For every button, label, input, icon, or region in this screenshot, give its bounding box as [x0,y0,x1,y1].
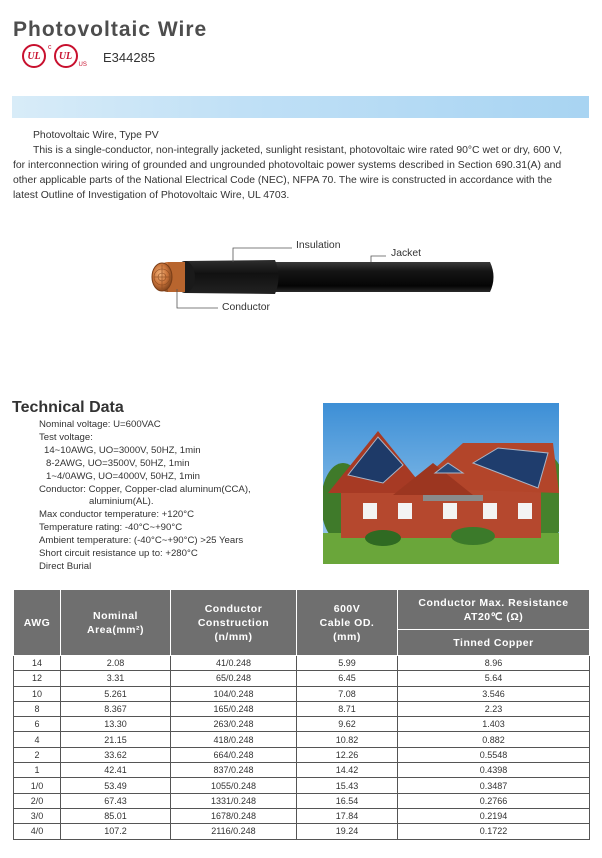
cell-awg: 12 [14,671,61,686]
spec-temp-rating: Temperature rating: -40°C~+90°C [39,522,183,534]
header-cable-od [297,590,398,656]
table-row [14,701,590,716]
ul-c-mark: c [48,44,52,51]
table-row [14,717,590,732]
jacket-label: Jacket [391,248,422,259]
cell-cons: 2116/0.248 [171,824,297,839]
cell-res: 0.3487 [398,778,590,793]
page-title: Photovoltaic Wire [13,18,208,41]
spec-conductor-cont: aluminium(AL). [89,496,154,508]
cell-od: 5.99 [297,656,398,671]
header-tinned-copper: Tinned Copper [398,630,590,656]
solar-house-photo [323,403,559,564]
cell-res: 0.4398 [398,763,590,778]
cell-area: 42.41 [61,763,171,778]
spec-short-circuit: Short circuit resistance up to: +280°C [39,548,198,560]
cell-od: 12.26 [297,747,398,762]
description-body: This is a single-conductor, non-integrally jacketed, sunlight resistant, photovoltaic wire rated 90°C wet or dry, 600 V, for interconnection wiring of grounded and ungrounded photovoltaic power systems described in Section 690.31(A) and other applicable parts of the National Electrical Code (NEC), NFPA 70. The wire is constructed in accordance with the latest Outline of Investigation of Photovoltaic Wire, UL 4703. [13,145,563,201]
spec-conductor: Conductor: Copper, Copper-clad aluminum(CCA), [39,483,251,495]
cell-res: 1.403 [398,717,590,732]
cell-od: 9.62 [297,717,398,732]
table-row [14,808,590,823]
technical-specs [39,419,251,574]
cell-awg: 14 [14,656,61,671]
cell-area: 21.15 [61,732,171,747]
cell-res: 3.546 [398,686,590,701]
cell-awg: 4 [14,732,61,747]
technical-data-title: Technical Data [12,399,124,416]
cell-area: 85.01 [61,808,171,823]
cell-od: 19.24 [297,824,398,839]
spec-burial: Direct Burial [39,560,92,572]
header-od-line2: Cable OD. [319,616,375,629]
spec-test-1: 14~10AWG, UO=3000V, 50HZ, 1min [44,444,201,456]
header-cons-line1: Conductor [204,602,263,615]
cell-od: 15.43 [297,778,398,793]
cell-area: 107.2 [61,824,171,839]
section-divider-bar [12,96,589,118]
cell-awg: 10 [14,686,61,701]
table-row [14,732,590,747]
cell-area: 2.08 [61,656,171,671]
cell-cons: 418/0.248 [171,732,297,747]
header-area-line2: Area(mm²) [86,623,144,636]
cell-cons: 1331/0.248 [171,793,297,808]
cell-res: 0.1722 [398,824,590,839]
cell-res: 0.882 [398,732,590,747]
cell-awg: 2/0 [14,793,61,808]
spec-test-3: 1~4/0AWG, UO=4000V, 50HZ, 1min [46,470,200,482]
cell-area: 33.62 [61,747,171,762]
cul-logo-icon: UL [54,44,78,68]
spec-ambient: Ambient temperature: (-40°C~+90°C) >25 Years [39,535,244,547]
cell-res: 0.2766 [398,793,590,808]
spec-table [13,589,590,840]
cell-res: 0.5548 [398,747,590,762]
cell-area: 67.43 [61,793,171,808]
cell-cons: 104/0.248 [171,686,297,701]
header-awg: AWG [14,590,61,656]
table-row [14,671,590,686]
table-row [14,763,590,778]
header-cons-line3: (n/mm) [214,630,253,643]
cell-od: 16.54 [297,793,398,808]
conductor-label: Conductor [222,302,270,313]
cell-cons: 263/0.248 [171,717,297,732]
spec-test-voltage: Test voltage: [39,431,93,443]
header-nominal-area [61,590,171,656]
spec-table-body [14,656,590,840]
cell-awg: 1 [14,763,61,778]
cell-cons: 664/0.248 [171,747,297,762]
description-title: Photovoltaic Wire, Type PV [33,130,159,141]
cell-res: 5.64 [398,671,590,686]
spec-max-temp: Max conductor temperature: +120°C [39,509,195,521]
insulation-label: Insulation [296,240,341,251]
cell-cons: 165/0.248 [171,701,297,716]
cable-diagram [140,232,500,322]
cell-area: 3.31 [61,671,171,686]
cell-awg: 3/0 [14,808,61,823]
spec-nominal-voltage: Nominal voltage: U=600VAC [39,419,161,430]
cell-od: 6.45 [297,671,398,686]
cell-cons: 837/0.248 [171,763,297,778]
ul-us-mark: US [78,62,87,68]
cell-area: 53.49 [61,778,171,793]
table-row [14,778,590,793]
ul-certification-logos [22,44,87,68]
table-row [14,656,590,671]
cell-area: 5.261 [61,686,171,701]
cell-awg: 8 [14,701,61,716]
header-cons-line2: Construction [197,616,270,629]
cell-cons: 1055/0.248 [171,778,297,793]
table-row [14,793,590,808]
ul-logo-icon: UL [22,44,46,68]
cell-od: 8.71 [297,701,398,716]
cell-cons: 41/0.248 [171,656,297,671]
header-resistance [398,590,590,630]
table-row [14,824,590,839]
cell-od: 7.08 [297,686,398,701]
cell-awg: 1/0 [14,778,61,793]
cell-res: 8.96 [398,656,590,671]
header-construction [171,590,297,656]
cell-area: 13.30 [61,717,171,732]
cell-awg: 2 [14,747,61,762]
cell-od: 17.84 [297,808,398,823]
description [13,128,571,203]
cell-cons: 65/0.248 [171,671,297,686]
header-res-line1: Conductor Max. Resistance [418,596,569,609]
header-od-line1: 600V [333,602,361,615]
cell-res: 0.2194 [398,808,590,823]
cell-area: 8.367 [61,701,171,716]
cell-od: 10.82 [297,732,398,747]
header-od-line3: (mm) [333,630,361,643]
cell-awg: 6 [14,717,61,732]
cell-cons: 1678/0.248 [171,808,297,823]
cell-od: 14.42 [297,763,398,778]
cell-awg: 4/0 [14,824,61,839]
table-row [14,747,590,762]
table-row [14,686,590,701]
certification-code: E344285 [103,50,156,65]
cell-res: 2.23 [398,701,590,716]
spec-test-2: 8-2AWG, UO=3500V, 50HZ, 1min [46,457,190,469]
header-area-line1: Nominal [93,609,138,622]
header-res-line2: AT20℃ (Ω) [463,610,524,623]
